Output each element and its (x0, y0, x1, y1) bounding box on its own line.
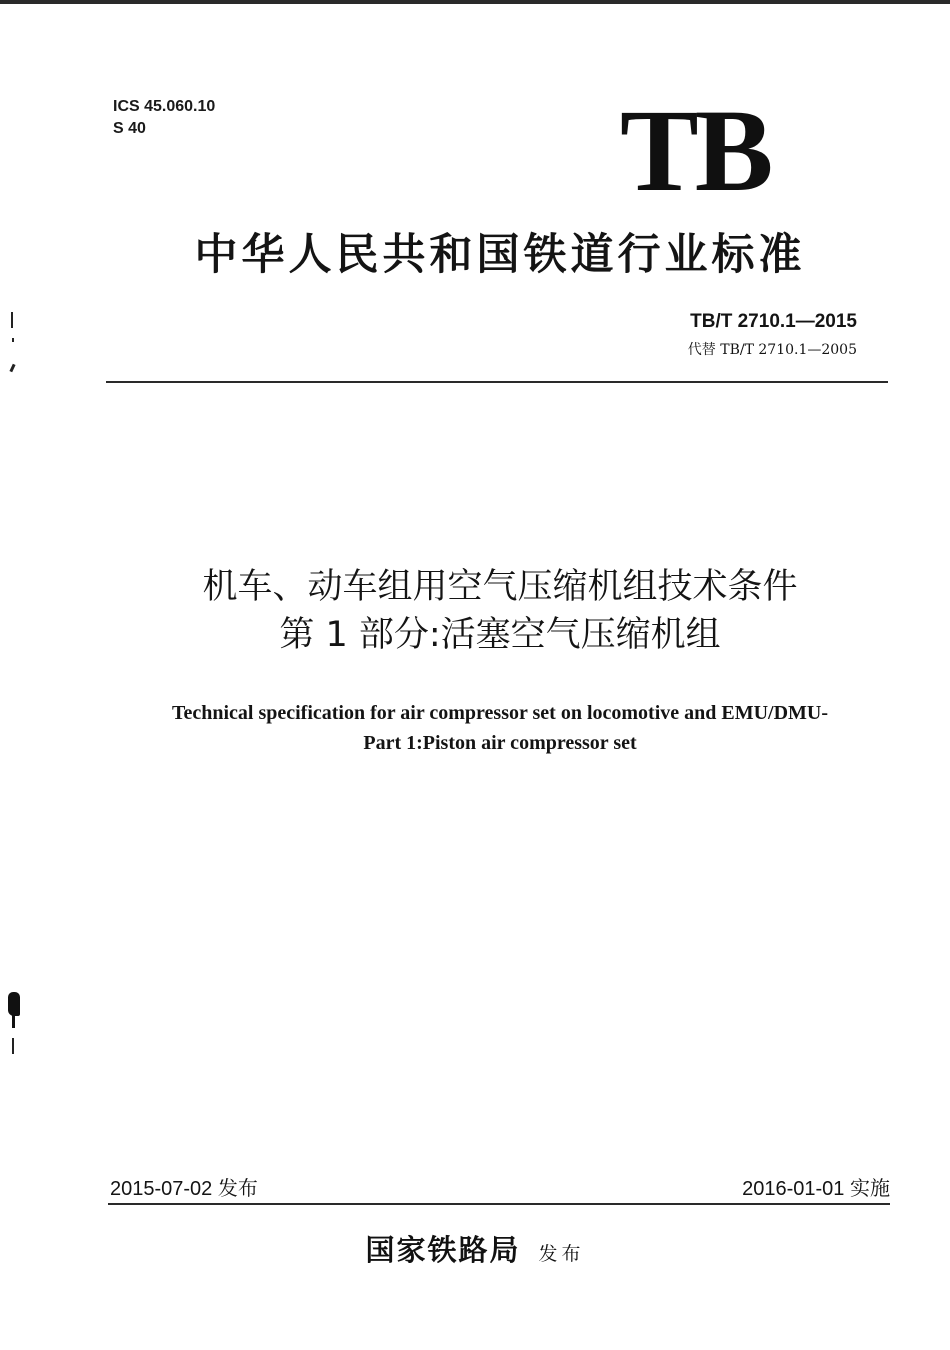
footer-divider (108, 1203, 890, 1205)
issuer-name: 国家铁路局 (365, 1233, 521, 1267)
scan-mark (8, 992, 20, 1016)
tb-logo: TB (620, 85, 770, 216)
scan-mark (12, 1014, 15, 1028)
standard-number: TB/T 2710.1—2015 (690, 311, 857, 332)
title-cn-line2: 第 1 部分:活塞空气压缩机组 (279, 615, 721, 655)
scan-mark (11, 312, 13, 328)
classification-codes (113, 96, 215, 140)
title-cn-line1: 机车、动车组用空气压缩机组技术条件 (202, 567, 798, 607)
title-en-line1: Technical specification for air compressor set on locomotive and EMU/DMU- (171, 702, 829, 724)
scan-mark (12, 1038, 14, 1054)
implement-date: 2016-01-01 实施 (742, 1178, 890, 1200)
replaces-note: 代替 TB/T 2710.1—2005 (687, 342, 857, 358)
top-border-rule (0, 0, 950, 4)
ics-code: ICS 45.060.10 (113, 98, 216, 115)
document-title-cn (100, 563, 900, 659)
issue-action: 发布 (538, 1243, 585, 1265)
class-code: S 40 (113, 120, 146, 137)
issuer-block (250, 1230, 700, 1270)
title-en-line2: Part 1:Piston air compressor set (363, 732, 637, 754)
publish-date: 2015-07-02 发布 (110, 1178, 258, 1200)
document-title-en (80, 698, 920, 758)
scan-mark (9, 364, 15, 373)
header-divider (106, 381, 888, 383)
standard-category-title: 中华人民共和国铁道行业标准 (194, 230, 806, 280)
scan-mark (12, 338, 14, 342)
